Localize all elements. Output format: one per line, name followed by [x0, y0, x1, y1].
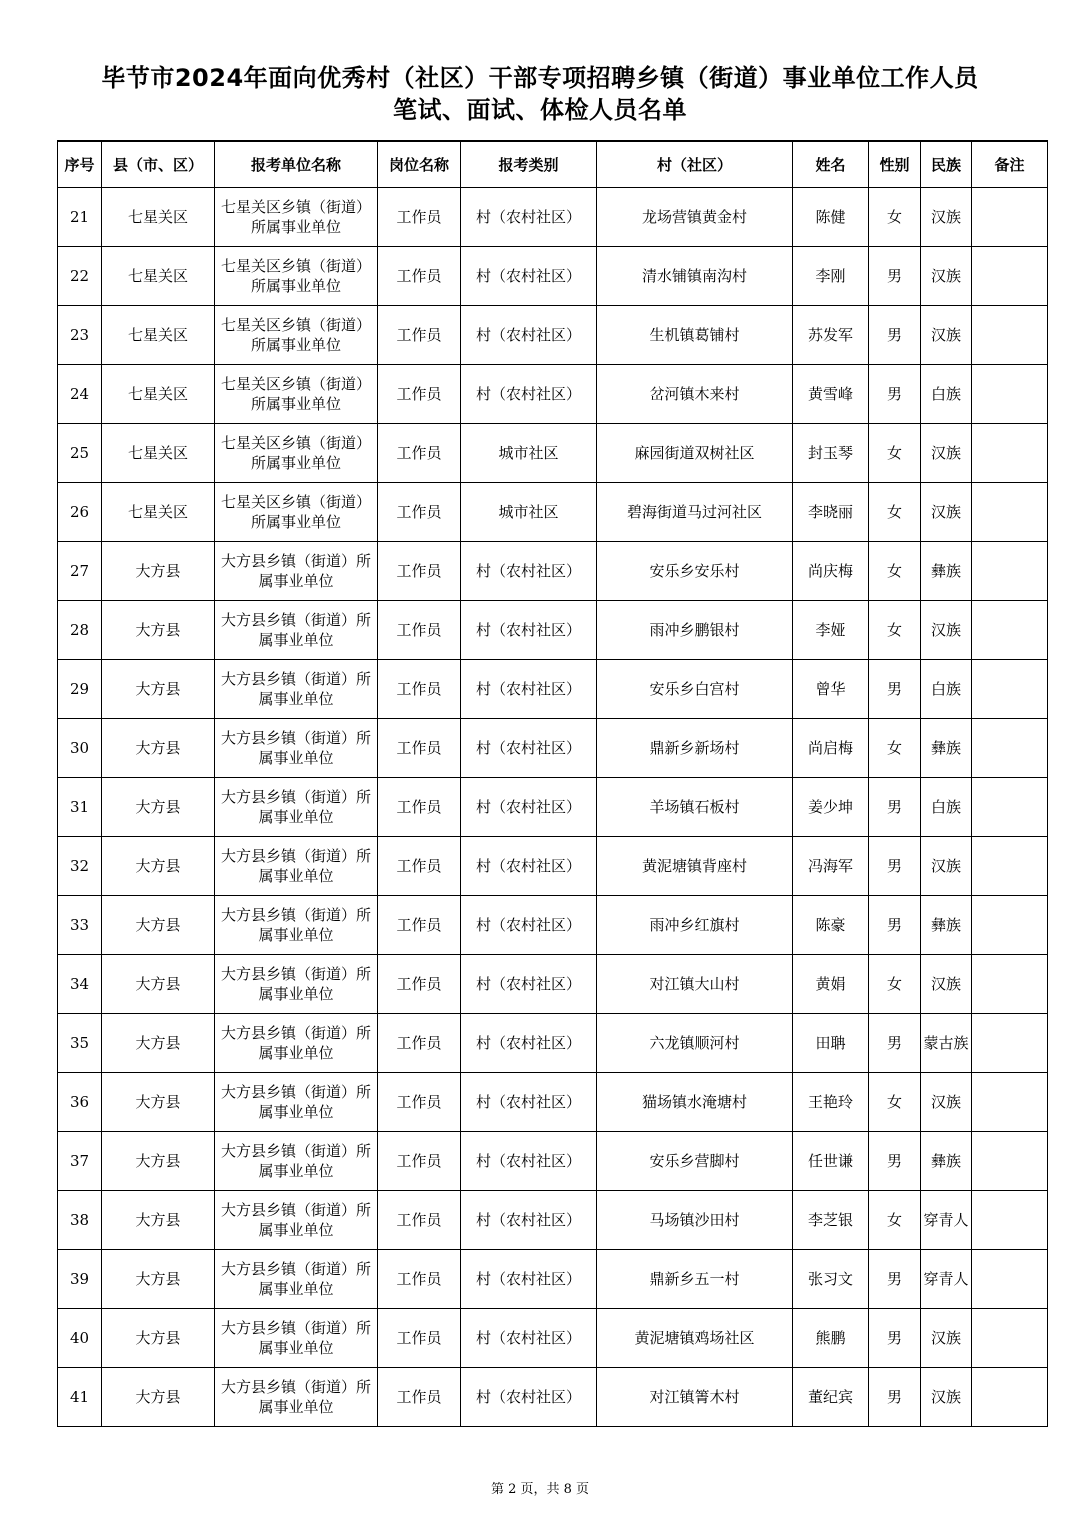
cell-no: 21	[58, 188, 102, 247]
cell-no: 33	[58, 896, 102, 955]
cell-gender: 女	[869, 188, 921, 247]
table-row	[58, 1191, 1048, 1250]
cell-village: 猫场镇水淹塘村	[597, 1073, 793, 1132]
cell-post: 工作员	[378, 837, 461, 896]
header-post: 岗位名称	[378, 141, 461, 188]
cell-unit: 七星关区乡镇（街道）所属事业单位	[215, 188, 378, 247]
cell-county: 大方县	[102, 1368, 215, 1427]
cell-gender: 男	[869, 1132, 921, 1191]
cell-gender: 男	[869, 306, 921, 365]
header-county: 县（市、区）	[102, 141, 215, 188]
cell-name: 李娅	[793, 601, 869, 660]
cell-ethnicity: 汉族	[921, 601, 972, 660]
cell-county: 大方县	[102, 1309, 215, 1368]
cell-gender: 女	[869, 483, 921, 542]
table-row	[58, 247, 1048, 306]
cell-post: 工作员	[378, 542, 461, 601]
cell-unit: 大方县乡镇（街道）所属事业单位	[215, 1132, 378, 1191]
cell-post: 工作员	[378, 365, 461, 424]
cell-note	[972, 247, 1048, 306]
cell-ethnicity: 汉族	[921, 1309, 972, 1368]
cell-gender: 女	[869, 601, 921, 660]
cell-name: 陈豪	[793, 896, 869, 955]
cell-ethnicity: 彝族	[921, 1132, 972, 1191]
cell-note	[972, 188, 1048, 247]
cell-category: 村（农村社区）	[461, 1368, 597, 1427]
cell-village: 岔河镇木来村	[597, 365, 793, 424]
table-row	[58, 601, 1048, 660]
cell-ethnicity: 蒙古族	[921, 1014, 972, 1073]
cell-unit: 七星关区乡镇（街道）所属事业单位	[215, 483, 378, 542]
cell-gender: 女	[869, 424, 921, 483]
cell-village: 生机镇葛铺村	[597, 306, 793, 365]
cell-ethnicity: 穿青人	[921, 1250, 972, 1309]
cell-unit: 大方县乡镇（街道）所属事业单位	[215, 1073, 378, 1132]
cell-post: 工作员	[378, 955, 461, 1014]
cell-name: 尚启梅	[793, 719, 869, 778]
cell-county: 七星关区	[102, 483, 215, 542]
page-footer: 第 2 页，共 8 页	[490, 1482, 590, 1497]
cell-village: 马场镇沙田村	[597, 1191, 793, 1250]
title-line-1: 毕节市2024年面向优秀村（社区）干部专项招聘乡镇（街道）事业单位工作人员	[101, 64, 979, 92]
cell-note	[972, 1014, 1048, 1073]
cell-note	[972, 1073, 1048, 1132]
cell-name: 董纪宾	[793, 1368, 869, 1427]
cell-name: 姜少坤	[793, 778, 869, 837]
table-row	[58, 1132, 1048, 1191]
table-row	[58, 542, 1048, 601]
cell-post: 工作员	[378, 424, 461, 483]
cell-no: 40	[58, 1309, 102, 1368]
table-row	[58, 483, 1048, 542]
cell-county: 大方县	[102, 896, 215, 955]
cell-category: 村（农村社区）	[461, 1250, 597, 1309]
cell-county: 七星关区	[102, 306, 215, 365]
cell-note	[972, 483, 1048, 542]
cell-village: 安乐乡安乐村	[597, 542, 793, 601]
cell-gender: 男	[869, 1309, 921, 1368]
cell-village: 安乐乡白宫村	[597, 660, 793, 719]
cell-name: 李晓丽	[793, 483, 869, 542]
cell-category: 城市社区	[461, 424, 597, 483]
header-category: 报考类别	[461, 141, 597, 188]
cell-name: 冯海军	[793, 837, 869, 896]
cell-village: 对江镇大山村	[597, 955, 793, 1014]
cell-post: 工作员	[378, 247, 461, 306]
cell-name: 黄娟	[793, 955, 869, 1014]
cell-note	[972, 542, 1048, 601]
cell-no: 32	[58, 837, 102, 896]
cell-unit: 七星关区乡镇（街道）所属事业单位	[215, 365, 378, 424]
cell-name: 苏发军	[793, 306, 869, 365]
cell-no: 34	[58, 955, 102, 1014]
cell-gender: 男	[869, 1250, 921, 1309]
cell-ethnicity: 穿青人	[921, 1191, 972, 1250]
cell-category: 村（农村社区）	[461, 601, 597, 660]
table-header-row	[58, 141, 1048, 188]
cell-village: 安乐乡营脚村	[597, 1132, 793, 1191]
table-row	[58, 188, 1048, 247]
cell-category: 城市社区	[461, 483, 597, 542]
cell-post: 工作员	[378, 188, 461, 247]
cell-county: 大方县	[102, 719, 215, 778]
cell-name: 陈健	[793, 188, 869, 247]
cell-village: 麻园街道双树社区	[597, 424, 793, 483]
cell-county: 七星关区	[102, 424, 215, 483]
cell-no: 31	[58, 778, 102, 837]
cell-no: 35	[58, 1014, 102, 1073]
cell-village: 雨冲乡鹏银村	[597, 601, 793, 660]
cell-no: 41	[58, 1368, 102, 1427]
cell-post: 工作员	[378, 483, 461, 542]
cell-village: 羊场镇石板村	[597, 778, 793, 837]
cell-ethnicity: 汉族	[921, 424, 972, 483]
cell-category: 村（农村社区）	[461, 1132, 597, 1191]
cell-no: 26	[58, 483, 102, 542]
cell-post: 工作员	[378, 1132, 461, 1191]
cell-gender: 女	[869, 1073, 921, 1132]
cell-post: 工作员	[378, 1250, 461, 1309]
cell-village: 碧海街道马过河社区	[597, 483, 793, 542]
cell-county: 大方县	[102, 542, 215, 601]
cell-no: 28	[58, 601, 102, 660]
cell-note	[972, 719, 1048, 778]
cell-category: 村（农村社区）	[461, 247, 597, 306]
table-row	[58, 778, 1048, 837]
cell-county: 七星关区	[102, 365, 215, 424]
header-village: 村（社区）	[597, 141, 793, 188]
cell-gender: 男	[869, 896, 921, 955]
cell-unit: 大方县乡镇（街道）所属事业单位	[215, 1368, 378, 1427]
cell-no: 27	[58, 542, 102, 601]
cell-county: 大方县	[102, 660, 215, 719]
cell-note	[972, 896, 1048, 955]
cell-unit: 大方县乡镇（街道）所属事业单位	[215, 1014, 378, 1073]
table-row	[58, 1250, 1048, 1309]
cell-unit: 大方县乡镇（街道）所属事业单位	[215, 601, 378, 660]
cell-county: 大方县	[102, 601, 215, 660]
cell-category: 村（农村社区）	[461, 778, 597, 837]
cell-post: 工作员	[378, 601, 461, 660]
cell-county: 大方县	[102, 837, 215, 896]
cell-category: 村（农村社区）	[461, 955, 597, 1014]
header-note: 备注	[972, 141, 1048, 188]
table-row	[58, 365, 1048, 424]
cell-category: 村（农村社区）	[461, 719, 597, 778]
cell-no: 37	[58, 1132, 102, 1191]
cell-gender: 男	[869, 660, 921, 719]
cell-county: 大方县	[102, 1250, 215, 1309]
cell-village: 鼎新乡五一村	[597, 1250, 793, 1309]
header-ethnicity: 民族	[921, 141, 972, 188]
cell-post: 工作员	[378, 896, 461, 955]
cell-county: 大方县	[102, 1014, 215, 1073]
cell-note	[972, 778, 1048, 837]
cell-unit: 七星关区乡镇（街道）所属事业单位	[215, 247, 378, 306]
cell-gender: 男	[869, 778, 921, 837]
cell-gender: 男	[869, 247, 921, 306]
cell-unit: 七星关区乡镇（街道）所属事业单位	[215, 306, 378, 365]
table-row	[58, 719, 1048, 778]
cell-post: 工作员	[378, 306, 461, 365]
cell-unit: 大方县乡镇（街道）所属事业单位	[215, 1250, 378, 1309]
title-line-2: 笔试、面试、体检人员名单	[393, 96, 687, 124]
cell-note	[972, 837, 1048, 896]
cell-ethnicity: 汉族	[921, 247, 972, 306]
table-row	[58, 1073, 1048, 1132]
table-row	[58, 896, 1048, 955]
cell-ethnicity: 汉族	[921, 1073, 972, 1132]
cell-village: 六龙镇顺河村	[597, 1014, 793, 1073]
cell-gender: 女	[869, 719, 921, 778]
cell-name: 田聃	[793, 1014, 869, 1073]
document-title	[0, 62, 1080, 126]
cell-gender: 女	[869, 955, 921, 1014]
cell-name: 封玉琴	[793, 424, 869, 483]
cell-unit: 大方县乡镇（街道）所属事业单位	[215, 719, 378, 778]
cell-category: 村（农村社区）	[461, 660, 597, 719]
cell-gender: 男	[869, 1014, 921, 1073]
cell-ethnicity: 汉族	[921, 306, 972, 365]
cell-category: 村（农村社区）	[461, 306, 597, 365]
table-row	[58, 837, 1048, 896]
cell-category: 村（农村社区）	[461, 188, 597, 247]
cell-note	[972, 601, 1048, 660]
cell-no: 24	[58, 365, 102, 424]
cell-no: 39	[58, 1250, 102, 1309]
cell-village: 清水铺镇南沟村	[597, 247, 793, 306]
cell-county: 七星关区	[102, 188, 215, 247]
cell-name: 曾华	[793, 660, 869, 719]
cell-county: 大方县	[102, 955, 215, 1014]
cell-post: 工作员	[378, 1014, 461, 1073]
cell-category: 村（农村社区）	[461, 365, 597, 424]
cell-ethnicity: 白族	[921, 365, 972, 424]
header-name: 姓名	[793, 141, 869, 188]
cell-name: 黄雪峰	[793, 365, 869, 424]
cell-unit: 大方县乡镇（街道）所属事业单位	[215, 1191, 378, 1250]
cell-no: 36	[58, 1073, 102, 1132]
cell-post: 工作员	[378, 1191, 461, 1250]
cell-ethnicity: 汉族	[921, 483, 972, 542]
cell-county: 大方县	[102, 778, 215, 837]
cell-unit: 大方县乡镇（街道）所属事业单位	[215, 896, 378, 955]
cell-no: 38	[58, 1191, 102, 1250]
cell-village: 黄泥塘镇鸡场社区	[597, 1309, 793, 1368]
cell-category: 村（农村社区）	[461, 542, 597, 601]
table-body	[58, 188, 1048, 1427]
cell-post: 工作员	[378, 719, 461, 778]
cell-ethnicity: 汉族	[921, 955, 972, 1014]
cell-ethnicity: 彝族	[921, 719, 972, 778]
cell-gender: 男	[869, 365, 921, 424]
cell-category: 村（农村社区）	[461, 1309, 597, 1368]
cell-category: 村（农村社区）	[461, 896, 597, 955]
table-row	[58, 306, 1048, 365]
cell-ethnicity: 彝族	[921, 542, 972, 601]
cell-county: 大方县	[102, 1191, 215, 1250]
candidate-table	[57, 140, 1048, 1427]
cell-note	[972, 365, 1048, 424]
cell-note	[972, 1191, 1048, 1250]
table-row	[58, 1368, 1048, 1427]
cell-name: 熊鹏	[793, 1309, 869, 1368]
cell-ethnicity: 白族	[921, 660, 972, 719]
cell-post: 工作员	[378, 1368, 461, 1427]
cell-note	[972, 424, 1048, 483]
table-row	[58, 660, 1048, 719]
table-row	[58, 1309, 1048, 1368]
cell-unit: 七星关区乡镇（街道）所属事业单位	[215, 424, 378, 483]
cell-county: 大方县	[102, 1073, 215, 1132]
table-row	[58, 1014, 1048, 1073]
cell-unit: 大方县乡镇（街道）所属事业单位	[215, 955, 378, 1014]
cell-county: 七星关区	[102, 247, 215, 306]
cell-post: 工作员	[378, 660, 461, 719]
cell-no: 25	[58, 424, 102, 483]
cell-post: 工作员	[378, 1309, 461, 1368]
cell-note	[972, 1132, 1048, 1191]
cell-no: 29	[58, 660, 102, 719]
cell-no: 30	[58, 719, 102, 778]
cell-county: 大方县	[102, 1132, 215, 1191]
cell-village: 龙场营镇黄金村	[597, 188, 793, 247]
cell-gender: 男	[869, 837, 921, 896]
cell-category: 村（农村社区）	[461, 1073, 597, 1132]
cell-village: 黄泥塘镇背座村	[597, 837, 793, 896]
cell-no: 23	[58, 306, 102, 365]
cell-ethnicity: 白族	[921, 778, 972, 837]
cell-gender: 女	[869, 1191, 921, 1250]
cell-name: 王艳玲	[793, 1073, 869, 1132]
cell-name: 张习文	[793, 1250, 869, 1309]
cell-note	[972, 660, 1048, 719]
cell-gender: 女	[869, 542, 921, 601]
cell-unit: 大方县乡镇（街道）所属事业单位	[215, 1309, 378, 1368]
cell-ethnicity: 汉族	[921, 188, 972, 247]
cell-unit: 大方县乡镇（街道）所属事业单位	[215, 778, 378, 837]
cell-name: 尚庆梅	[793, 542, 869, 601]
table-row	[58, 424, 1048, 483]
cell-no: 22	[58, 247, 102, 306]
cell-village: 雨冲乡红旗村	[597, 896, 793, 955]
cell-village: 对江镇箐木村	[597, 1368, 793, 1427]
cell-name: 任世谦	[793, 1132, 869, 1191]
header-unit: 报考单位名称	[215, 141, 378, 188]
cell-post: 工作员	[378, 778, 461, 837]
cell-ethnicity: 汉族	[921, 837, 972, 896]
cell-village: 鼎新乡新场村	[597, 719, 793, 778]
cell-note	[972, 1368, 1048, 1427]
cell-note	[972, 1309, 1048, 1368]
cell-ethnicity: 彝族	[921, 896, 972, 955]
cell-unit: 大方县乡镇（街道）所属事业单位	[215, 837, 378, 896]
cell-note	[972, 306, 1048, 365]
cell-note	[972, 1250, 1048, 1309]
cell-name: 李刚	[793, 247, 869, 306]
cell-unit: 大方县乡镇（街道）所属事业单位	[215, 660, 378, 719]
cell-unit: 大方县乡镇（街道）所属事业单位	[215, 542, 378, 601]
cell-name: 李芝银	[793, 1191, 869, 1250]
table-row	[58, 955, 1048, 1014]
cell-post: 工作员	[378, 1073, 461, 1132]
cell-category: 村（农村社区）	[461, 1191, 597, 1250]
header-no: 序号	[58, 141, 102, 188]
cell-category: 村（农村社区）	[461, 1014, 597, 1073]
header-gender: 性别	[869, 141, 921, 188]
cell-gender: 男	[869, 1368, 921, 1427]
cell-category: 村（农村社区）	[461, 837, 597, 896]
cell-note	[972, 955, 1048, 1014]
cell-ethnicity: 汉族	[921, 1368, 972, 1427]
